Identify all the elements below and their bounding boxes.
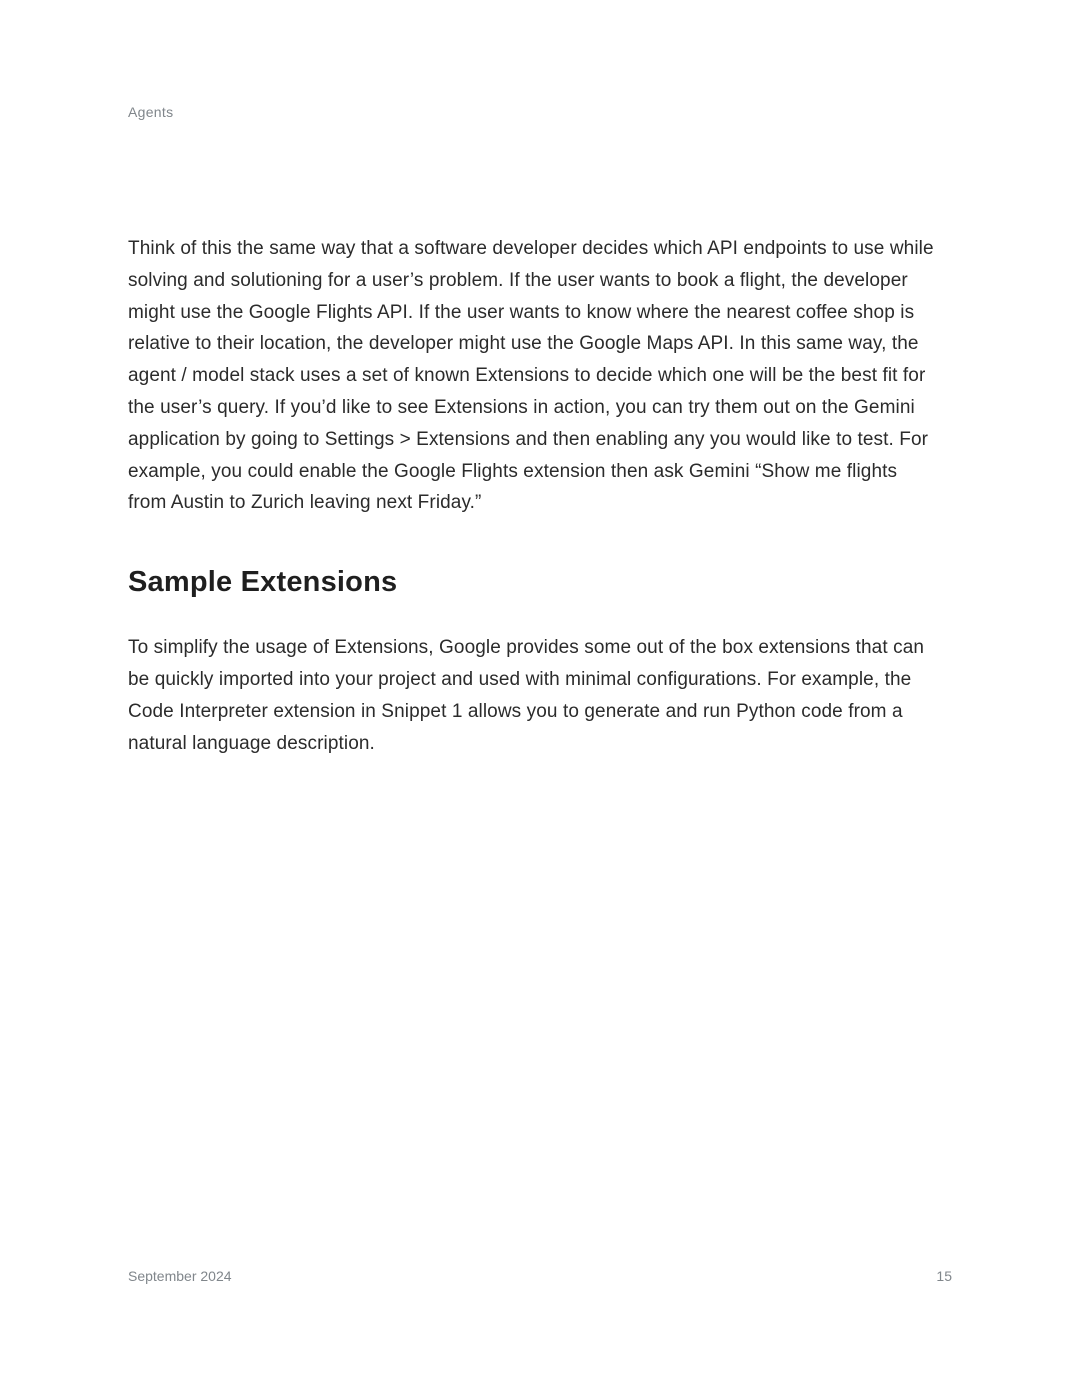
body-paragraph-2: To simplify the usage of Extensions, Google provides some out of the box extensions that can be quickly imported into your project and used with minimal configurations. For example, the Code Interpreter extension in Snippet 1 allows you to generate and run Python code from a natural language description. bbox=[128, 637, 925, 754]
footer-date: September 2024 bbox=[128, 1268, 232, 1284]
page-content bbox=[128, 233, 940, 759]
page-footer bbox=[128, 1268, 952, 1284]
page-number: 15 bbox=[936, 1268, 952, 1284]
body-paragraph-1: Think of this the same way that a software developer decides which API endpoints to use while solving and solutioning for a user’s problem. If the user wants to book a flight, the developer might use the Google Flights API. If the user wants to know where the nearest coffee shop is relative to their location, the developer might use the Google Maps API. In this same way, the agent / model stack uses a set of known Extensions to decide which one will be the best fit for the user’s query. If you’d like to see Extensions in action, you can try them out on the Gemini application by going to Settings > Extensions and then enabling any you would like to test. For example, you could enable the Google Flights extension then ask Gemini “Show me flights from Austin to Zurich leaving next Friday.” bbox=[128, 238, 934, 514]
section-heading: Sample Extensions bbox=[128, 566, 398, 599]
running-header: Agents bbox=[128, 104, 174, 120]
